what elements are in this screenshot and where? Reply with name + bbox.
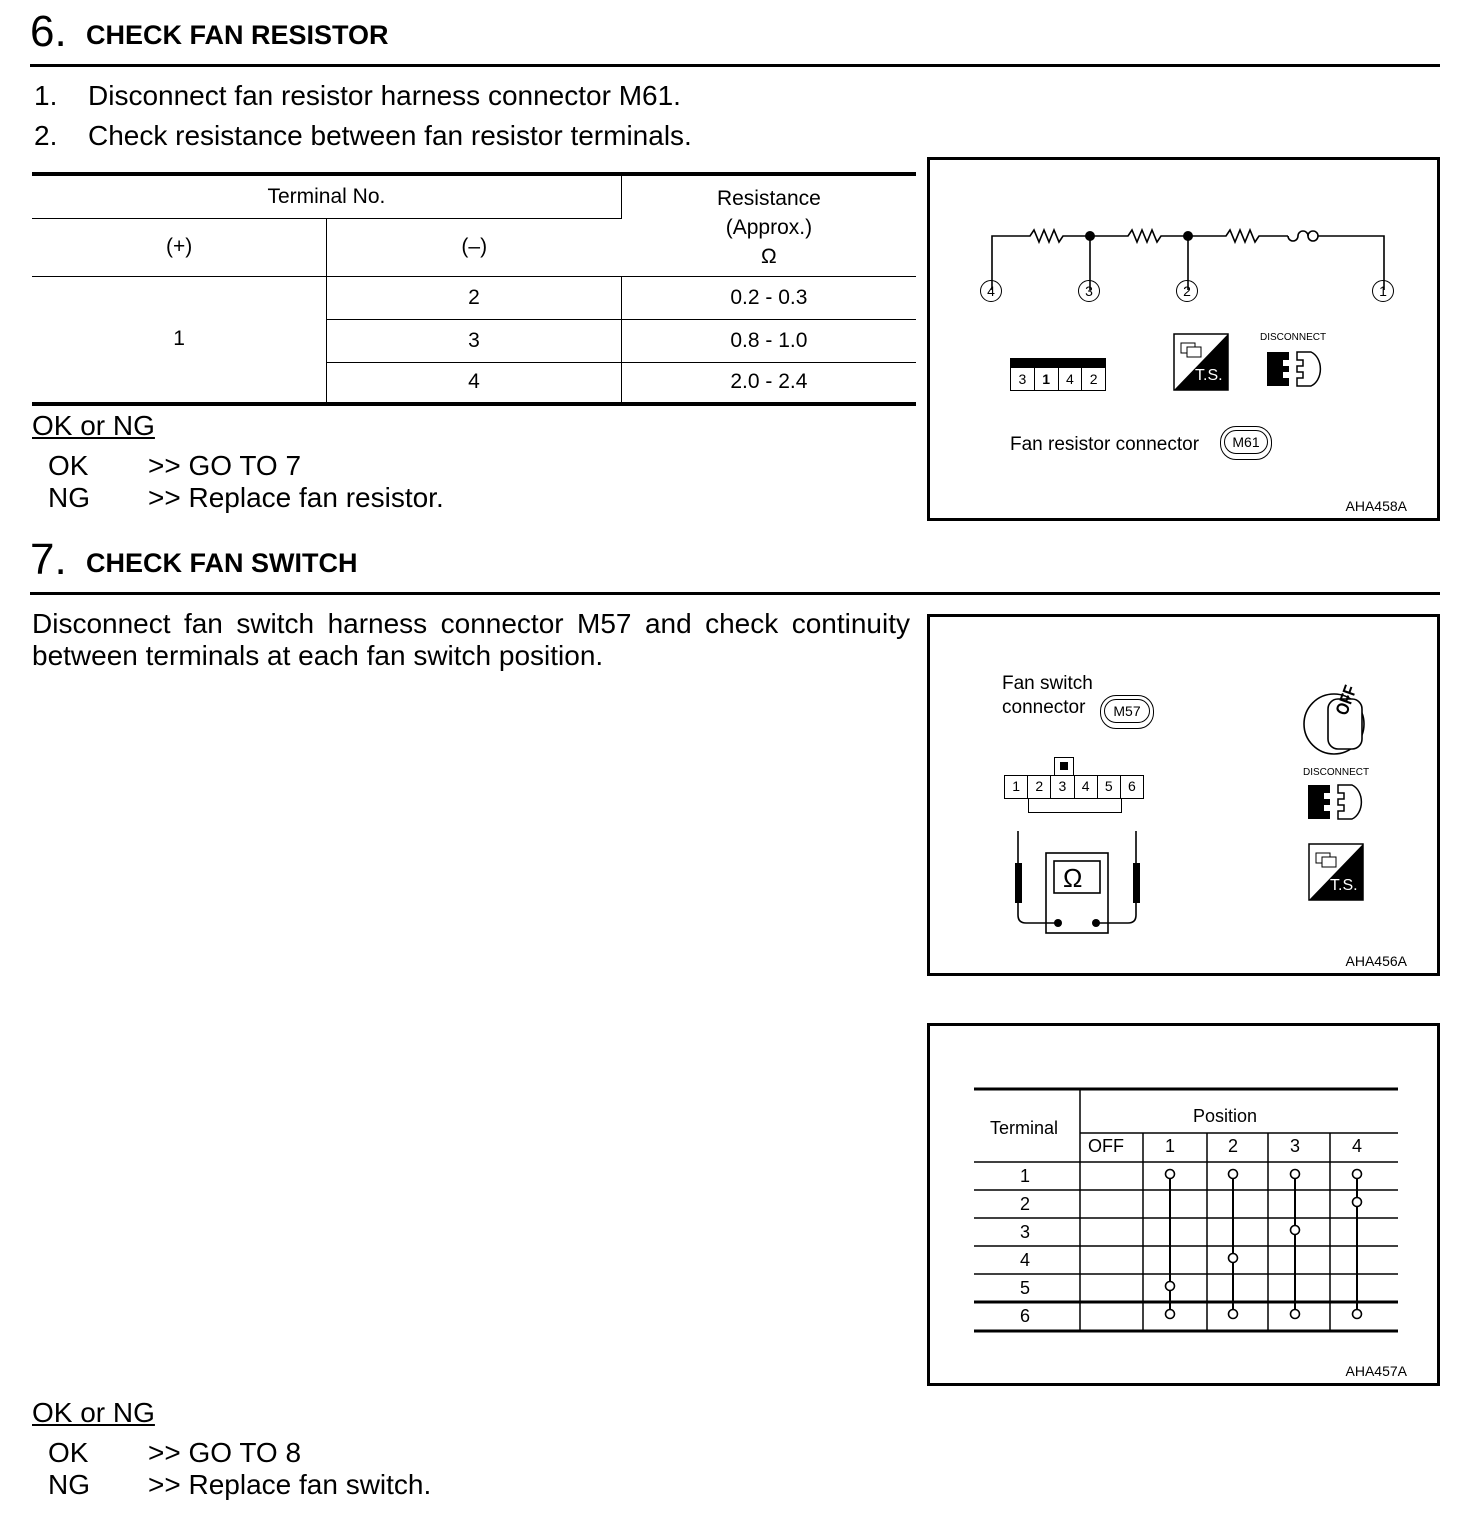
connector-pin: 5 — [1098, 776, 1121, 798]
fan-resistor-figure — [927, 157, 1440, 521]
terminal-badge-2: 2 — [1176, 280, 1198, 302]
header-plus: (+) — [32, 218, 327, 276]
step7-ng-text: >> Replace fan switch. — [148, 1469, 432, 1500]
figure-code: AHA457A — [1345, 1363, 1407, 1379]
header-resistance-line2: (Approx.) — [725, 216, 813, 240]
continuity-point — [1229, 1170, 1238, 1179]
connector-pin: 1 — [1005, 776, 1028, 798]
table-row — [32, 276, 916, 319]
ts-icon — [1308, 843, 1364, 901]
disconnect-label: DISCONNECT — [1303, 767, 1370, 778]
step6-item-2-text: Check resistance between fan resistor terminals. — [88, 120, 692, 151]
ts-icon — [1173, 333, 1229, 391]
step6-title: CHECK FAN RESISTOR — [86, 20, 389, 50]
step6-number: 6. — [30, 7, 67, 56]
resistance-table — [32, 172, 916, 406]
terminal-label-2: 2 — [1019, 1194, 1030, 1214]
ts-label: T.S. — [1195, 367, 1223, 384]
step6-ok-label: OK — [48, 450, 89, 481]
resistance-cell: 0.8 - 1.0 — [730, 328, 808, 352]
terminal-badge-1: 1 — [1372, 280, 1394, 302]
continuity-point — [1166, 1170, 1175, 1179]
connector-pin: 3 — [1011, 368, 1035, 390]
step6-item-1-text: Disconnect fan resistor harness connector M61. — [88, 80, 681, 111]
continuity-point — [1229, 1254, 1238, 1263]
step7-okng-heading: OK or NG — [32, 1397, 155, 1428]
terminal-label-1: 1 — [1019, 1166, 1030, 1186]
terminal-label-4: 4 — [1019, 1250, 1030, 1270]
disconnect-label: DISCONNECT — [1260, 332, 1327, 343]
header-position: Position — [1193, 1106, 1258, 1126]
figure-code: AHA456A — [1345, 953, 1407, 969]
connector-pin: 4 — [1075, 776, 1098, 798]
connector-pin: 2 — [1089, 371, 1098, 387]
terminal-label-5: 5 — [1019, 1278, 1030, 1298]
ohmmeter-icon — [1000, 823, 1170, 943]
step6-item-2-num: 2. — [34, 120, 58, 151]
m57-badge — [1100, 695, 1154, 729]
resistance-cell: 2.0 - 2.4 — [730, 370, 808, 394]
step7-number: 7. — [30, 535, 67, 584]
terminal-badge-4: 4 — [980, 280, 1002, 302]
minus-terminal-cell: 4 — [327, 362, 622, 404]
terminal-label-3: 3 — [1019, 1222, 1030, 1242]
position-header-2: 2 — [1227, 1136, 1238, 1156]
step6-okng-heading: OK or NG — [32, 410, 155, 441]
header-resistance — [621, 174, 916, 276]
position-header-1: 1 — [1164, 1136, 1175, 1156]
minus-terminal-cell: 2 — [327, 276, 622, 319]
connector-pin: 6 — [1128, 778, 1136, 794]
m61-connector-face — [1010, 358, 1106, 394]
terminal-badge-3: 3 — [1078, 280, 1100, 302]
m61-badge-label: M61 — [1224, 430, 1268, 454]
connector-pin: 1 — [1035, 368, 1059, 390]
terminal-label-6: 6 — [1019, 1306, 1030, 1326]
header-terminal: Terminal — [990, 1118, 1059, 1138]
fan-switch-figure — [927, 614, 1440, 976]
m57-badge-label: M57 — [1104, 699, 1150, 723]
off-switch-icon — [1302, 682, 1372, 759]
resistance-cell: 0.2 - 0.3 — [730, 285, 808, 309]
m61-badge — [1220, 426, 1272, 460]
connector-pin: 4 — [1059, 368, 1083, 390]
header-terminal-no: Terminal No. — [32, 174, 621, 218]
step7-title: CHECK FAN SWITCH — [86, 548, 358, 578]
step7-rule — [30, 592, 1440, 595]
header-resistance-line1: Resistance — [716, 187, 821, 211]
position-header-off: OFF — [1088, 1136, 1124, 1156]
figure-code: AHA458A — [1345, 498, 1407, 514]
fan-switch-continuity-figure — [927, 1023, 1440, 1386]
minus-terminal-cell: 3 — [327, 319, 622, 362]
step7-ng-label: NG — [48, 1469, 90, 1500]
step7-ok-text: >> GO TO 8 — [148, 1437, 302, 1468]
fan-switch-caption-line2: connector — [1002, 697, 1086, 718]
off-label: OFF — [1332, 682, 1362, 718]
step7-instruction: Disconnect fan switch harness connector M57 and check continuity between terminals at each fan switch position. — [32, 608, 910, 671]
header-resistance-unit: Ω — [761, 245, 777, 269]
step6-rule — [30, 64, 1440, 67]
continuity-point — [1353, 1310, 1362, 1319]
m57-connector-face — [1004, 757, 1144, 813]
continuity-point — [1166, 1310, 1175, 1319]
position-header-3: 3 — [1289, 1136, 1300, 1156]
meter-symbol: Ω — [1063, 863, 1083, 893]
step6-ng-text: >> Replace fan resistor. — [148, 482, 444, 513]
continuity-point — [1229, 1310, 1238, 1319]
connector-pin: 3 — [1051, 776, 1074, 798]
connector-pin: 2 — [1028, 776, 1051, 798]
continuity-point — [1291, 1310, 1300, 1319]
plus-terminal-cell: 1 — [32, 276, 327, 404]
continuity-point — [1166, 1282, 1175, 1291]
disconnect-icon — [1304, 779, 1370, 825]
continuity-point — [1353, 1170, 1362, 1179]
step6-ok-text: >> GO TO 7 — [148, 450, 302, 481]
step6-ng-label: NG — [48, 482, 90, 513]
fan-switch-caption-line1: Fan switch — [1002, 673, 1093, 694]
continuity-point — [1353, 1198, 1362, 1207]
position-header-4: 4 — [1351, 1136, 1362, 1156]
step6-item-1-num: 1. — [34, 80, 58, 111]
ts-label: T.S. — [1330, 877, 1358, 894]
continuity-point — [1291, 1170, 1300, 1179]
fan-resistor-connector-caption: Fan resistor connector — [1010, 434, 1200, 455]
step7-ok-label: OK — [48, 1437, 89, 1468]
continuity-point — [1291, 1226, 1300, 1235]
header-minus: (–) — [461, 235, 488, 258]
disconnect-icon — [1263, 346, 1329, 392]
